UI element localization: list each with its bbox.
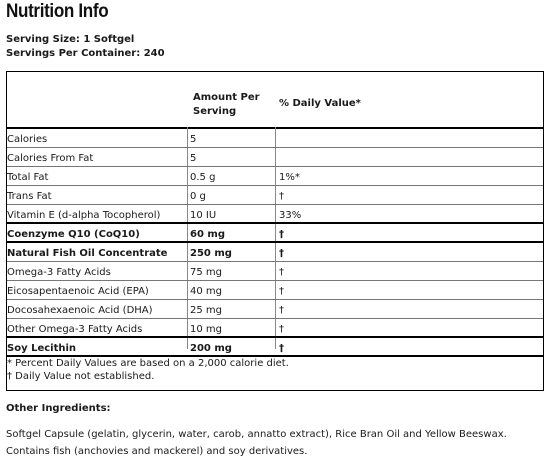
servings-per-container: Servings Per Container: 240 <box>6 48 165 59</box>
nutrient-amount: 60 mg <box>190 229 225 240</box>
table-row <box>7 205 543 224</box>
table-row <box>7 186 543 205</box>
nutrient-amount: 40 mg <box>190 286 222 297</box>
nutrient-daily-value: † <box>279 248 284 259</box>
other-ingredients-text: Softgel Capsule (gelatin, glycerin, water, carob, annatto extract), Rice Bran Oil and Yellow Beeswax. Contains fish (anchovies and mackerel) and soy derivatives. <box>6 429 507 457</box>
nutrient-name: Vitamin E (d-alpha Tocopherol) <box>7 210 161 221</box>
table-row <box>7 338 543 357</box>
other-ingredients-heading: Other Ingredients: <box>6 403 111 414</box>
table-row <box>7 319 543 338</box>
nutrient-daily-value: † <box>279 324 284 335</box>
table-row <box>7 243 543 262</box>
amount-per-serving-header <box>193 91 293 119</box>
nutrient-name: Total Fat <box>7 172 49 183</box>
nutrition-table <box>6 71 544 391</box>
nutrient-daily-value: † <box>279 191 284 202</box>
daily-value-header: % Daily Value* <box>279 98 361 109</box>
nutrient-amount: 10 IU <box>190 210 217 221</box>
nutrient-daily-value: † <box>279 343 284 354</box>
nutrient-amount: 200 mg <box>190 343 232 354</box>
table-row <box>7 281 543 300</box>
nutrient-amount: 250 mg <box>190 248 232 259</box>
nutrient-amount: 0.5 g <box>190 172 216 183</box>
nutrient-daily-value: 33% <box>279 210 302 221</box>
nutrient-daily-value: 1%* <box>279 172 300 183</box>
nutrient-name: Natural Fish Oil Concentrate <box>7 248 168 259</box>
table-row <box>7 167 543 186</box>
nutrient-amount: 0 g <box>190 191 206 202</box>
page-title: Nutrition Info <box>6 1 109 22</box>
nutrient-amount: 5 <box>190 134 197 145</box>
nutrient-daily-value: † <box>279 267 284 278</box>
table-row <box>7 262 543 281</box>
nutrient-name: Other Omega-3 Fatty Acids <box>7 324 143 335</box>
nutrient-name: Coenzyme Q10 (CoQ10) <box>7 229 140 240</box>
nutrient-name: Calories <box>7 134 48 145</box>
nutrient-amount: 75 mg <box>190 267 222 278</box>
table-footnotes <box>7 357 289 383</box>
table-row <box>7 300 543 319</box>
table-row <box>7 148 543 167</box>
nutrient-daily-value: † <box>279 286 284 297</box>
amount-header-line1: Amount Per <box>193 92 260 103</box>
serving-size: Serving Size: 1 Softgel <box>6 34 135 45</box>
nutrient-name: Trans Fat <box>7 191 52 202</box>
nutrient-amount: 10 mg <box>190 324 222 335</box>
amount-header-line2: Serving <box>193 106 237 117</box>
footnote-percent-dv: * Percent Daily Values are based on a 2,000 calorie diet. <box>7 358 289 369</box>
nutrient-amount: 5 <box>190 153 197 164</box>
table-row <box>7 129 543 148</box>
nutrient-name: Omega-3 Fatty Acids <box>7 267 111 278</box>
nutrient-daily-value: † <box>279 305 284 316</box>
footnote-dagger: † Daily Value not established. <box>7 371 155 382</box>
table-row <box>7 224 543 243</box>
nutrient-amount: 25 mg <box>190 305 222 316</box>
nutrient-daily-value: † <box>279 229 284 240</box>
nutrient-name: Calories From Fat <box>7 153 94 164</box>
nutrient-name: Eicosapentaenoic Acid (EPA) <box>7 286 149 297</box>
nutrient-name: Docosahexaenoic Acid (DHA) <box>7 305 153 316</box>
nutrient-name: Soy Lecithin <box>7 343 77 354</box>
